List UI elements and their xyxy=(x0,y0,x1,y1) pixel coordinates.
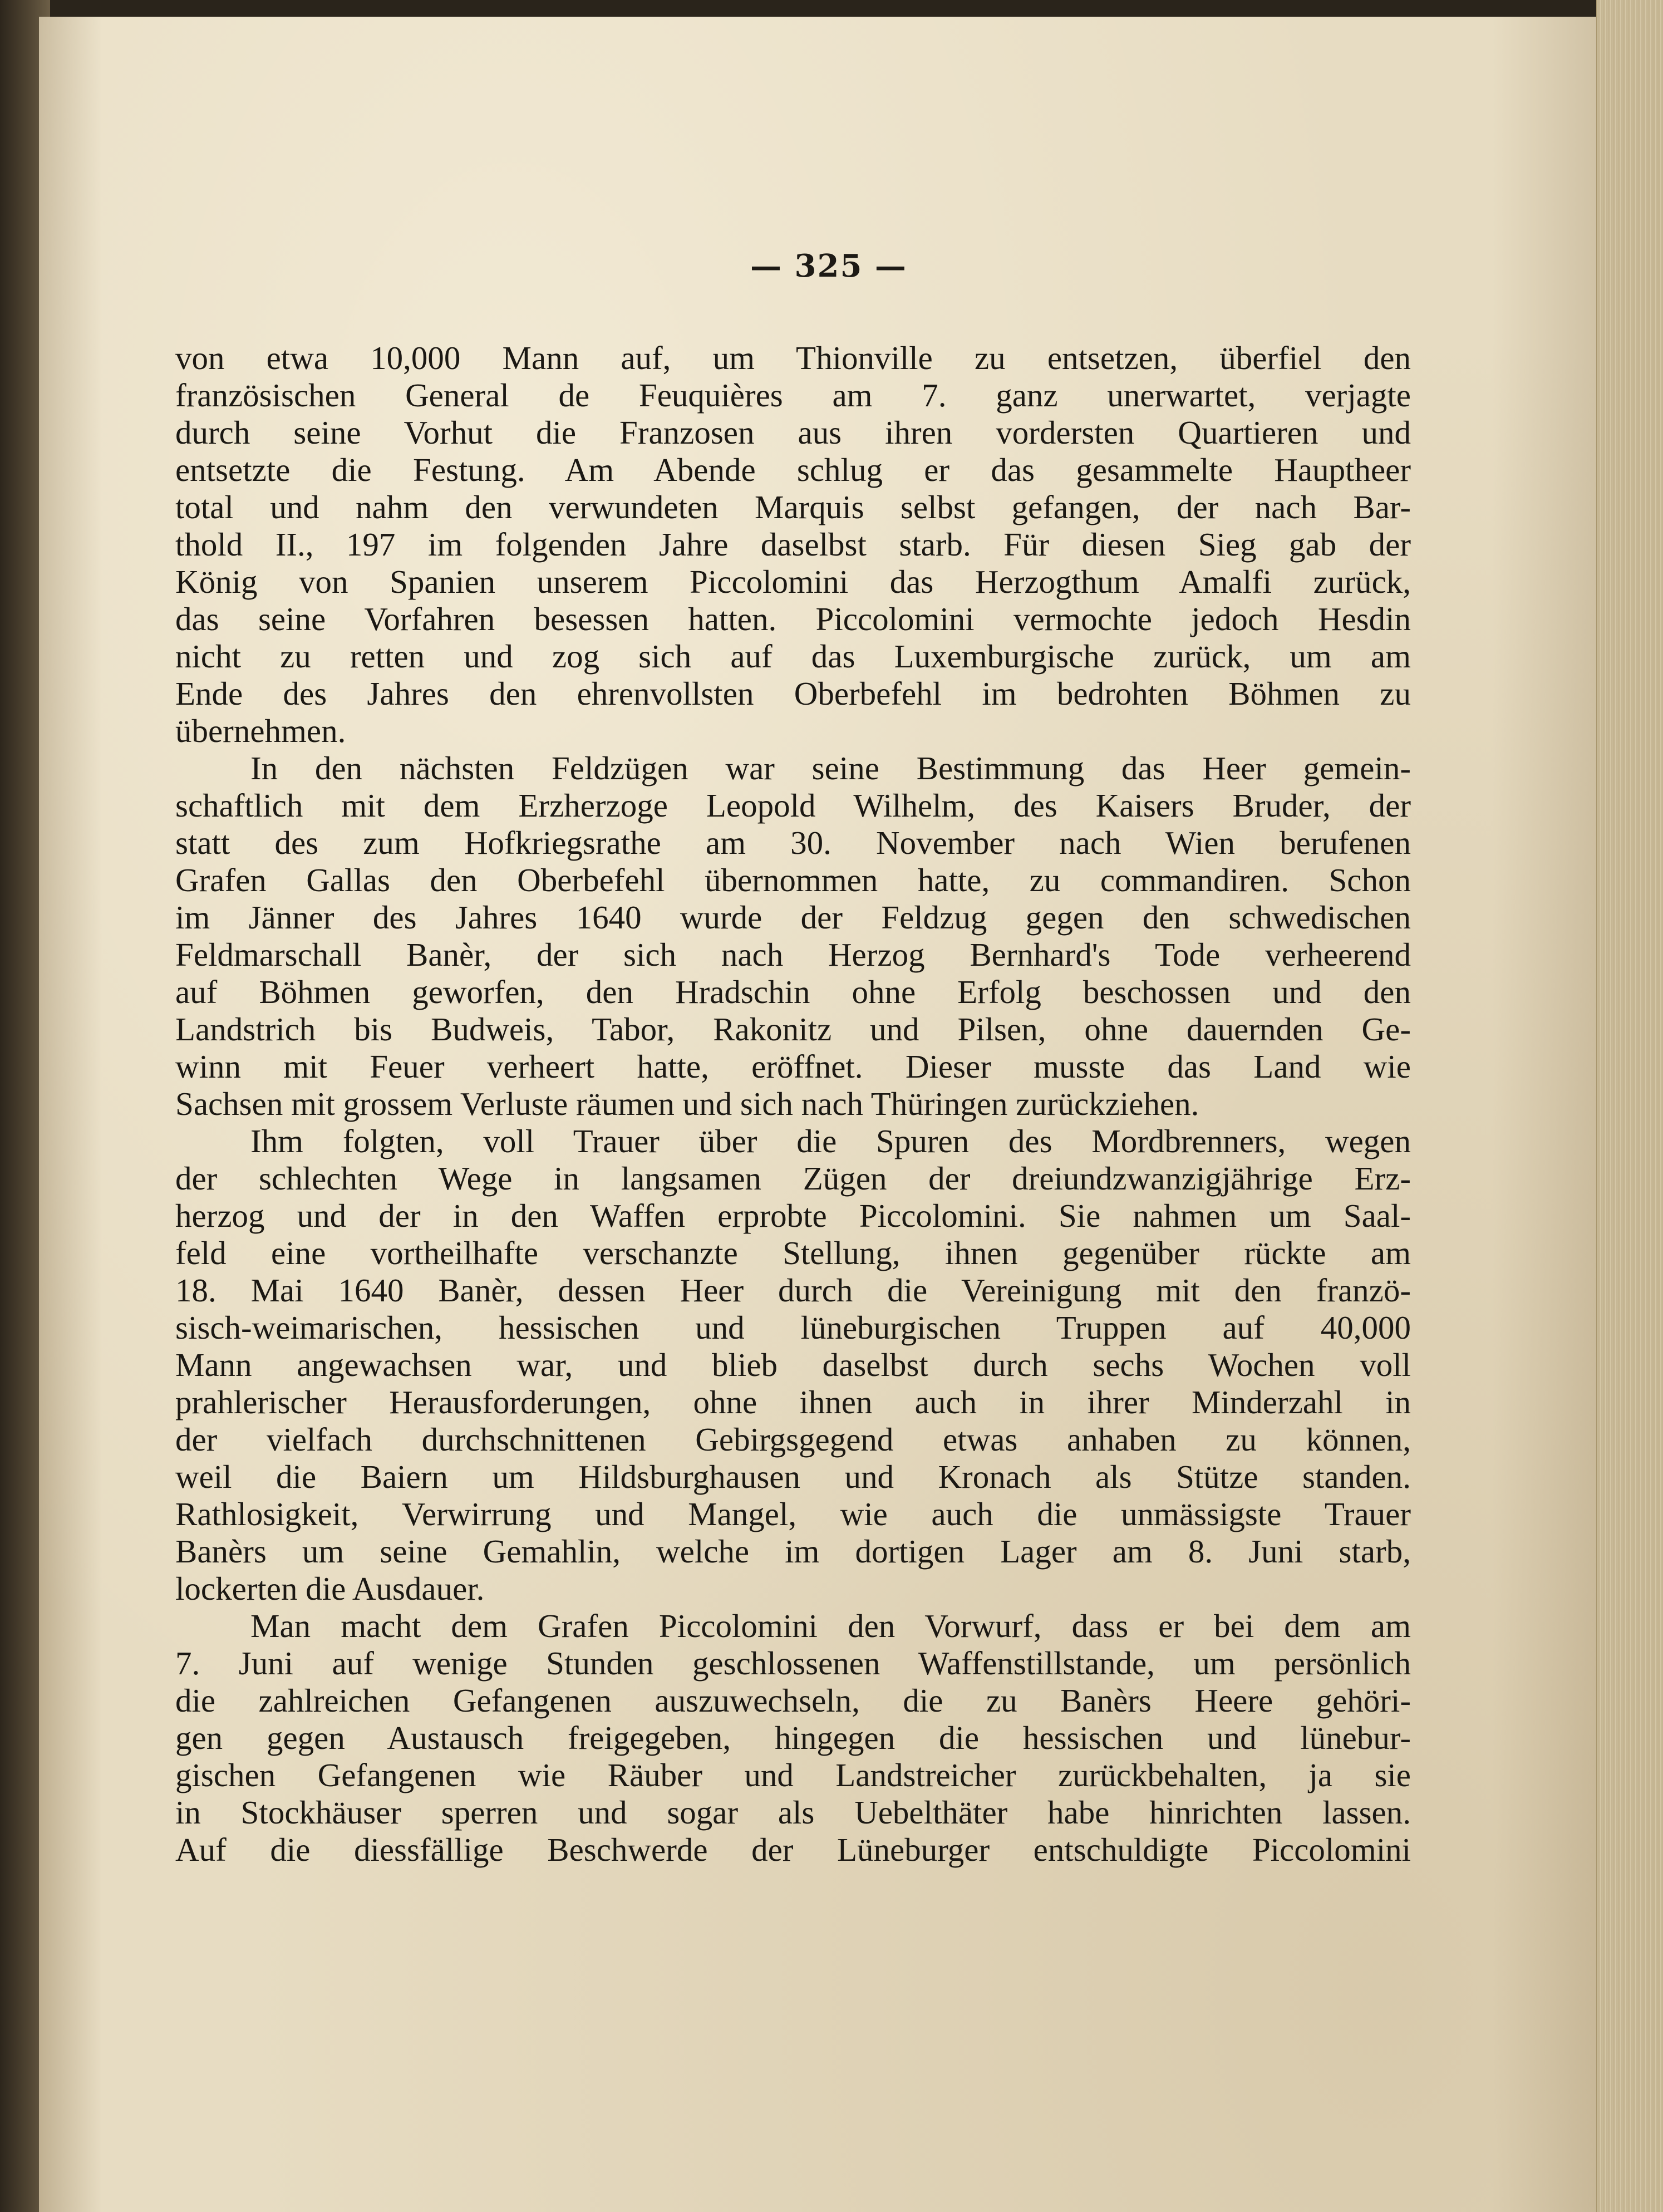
text-line: total und nahm den verwundeten Marquis selbst gefangen, der nach Bar- xyxy=(175,489,1411,525)
text-line: von etwa 10,000 Mann auf, um Thionville zu entsetzen, überfiel den xyxy=(175,340,1411,376)
text-line: der schlechten Wege in langsamen Zügen der dreiundzwanzigjährige Erz- xyxy=(175,1160,1411,1197)
page-stack-edge xyxy=(1596,0,1663,2212)
text-line: gen gegen Austausch freigegeben, hingegen die hessischen und lünebur- xyxy=(175,1719,1411,1756)
text-line: Man macht dem Grafen Piccolomini den Vorwurf, dass er bei dem am xyxy=(250,1608,1411,1644)
text-line: feld eine vortheilhafte verschanzte Stellung, ihnen gegenüber rückte am xyxy=(175,1235,1411,1271)
text-line: entsetzte die Festung. Am Abende schlug er das gesammelte Hauptheer xyxy=(175,451,1411,488)
page-number: — 325 — xyxy=(750,248,907,284)
text-line: weil die Baiern um Hildsburghausen und Kronach als Stütze standen. xyxy=(175,1458,1411,1495)
text-line: prahlerischer Herausforderungen, ohne ihnen auch in ihrer Minderzahl in xyxy=(175,1384,1411,1420)
text-line: durch seine Vorhut die Franzosen aus ihren vordersten Quartieren und xyxy=(175,414,1411,451)
text-line: herzog und der in den Waffen erprobte Piccolomini. Sie nahmen um Saal- xyxy=(175,1197,1411,1234)
text-line: winn mit Feuer verheert hatte, eröffnet. Dieser musste das Land wie xyxy=(175,1048,1411,1085)
text-line: Rathlosigkeit, Verwirrung und Mangel, wie auch die unmässigste Trauer xyxy=(175,1496,1411,1532)
text-line: 7. Juni auf wenige Stunden geschlossenen Waffenstillstande, um persönlich xyxy=(175,1645,1411,1682)
text-line: Ende des Jahres den ehrenvollsten Oberbefehl im bedrohten Böhmen zu xyxy=(175,675,1411,712)
text-line: Banèrs um seine Gemahlin, welche im dortigen Lager am 8. Juni starb, xyxy=(175,1533,1411,1570)
text-line: Landstrich bis Budweis, Tabor, Rakonitz und Pilsen, ohne dauernden Ge- xyxy=(175,1011,1411,1048)
text-line: gischen Gefangenen wie Räuber und Landstreicher zurückbehalten, ja sie xyxy=(175,1757,1411,1793)
text-line: Feldmarschall Banèr, der sich nach Herzog Bernhard's Tode verheerend xyxy=(175,936,1411,973)
text-line: die zahlreichen Gefangenen auszuwechseln, die zu Banèrs Heere gehöri- xyxy=(175,1682,1411,1719)
text-line: auf Böhmen geworfen, den Hradschin ohne Erfolg beschossen und den xyxy=(175,974,1411,1010)
text-line: der vielfach durchschnittenen Gebirgsgegend etwas anhaben zu können, xyxy=(175,1421,1411,1458)
text-line: Auf die diessfällige Beschwerde der Lüneburger entschuldigte Piccolomini xyxy=(175,1831,1411,1868)
body-text xyxy=(175,340,1411,1869)
text-line: König von Spanien unserem Piccolomini das Herzogthum Amalfi zurück, xyxy=(175,563,1411,600)
text-line: übernehmen. xyxy=(175,712,346,749)
text-line: Sachsen mit grossem Verluste räumen und sich nach Thüringen zurückziehen. xyxy=(175,1085,1199,1122)
text-line: schaftlich mit dem Erzherzoge Leopold Wilhelm, des Kaisers Bruder, der xyxy=(175,787,1411,824)
text-line: statt des zum Hofkriegsrathe am 30. November nach Wien berufenen xyxy=(175,824,1411,861)
text-line: im Jänner des Jahres 1640 wurde der Feldzug gegen den schwedischen xyxy=(175,899,1411,936)
text-line: in Stockhäuser sperren und sogar als Uebelthäter habe hinrichten lassen. xyxy=(175,1794,1411,1831)
text-line: thold II., 197 im folgenden Jahre daselbst starb. Für diesen Sieg gab der xyxy=(175,526,1411,563)
text-line: Grafen Gallas den Oberbefehl übernommen hatte, zu commandiren. Schon xyxy=(175,862,1411,898)
text-line: Ihm folgten, voll Trauer über die Spuren des Mordbrenners, wegen xyxy=(250,1123,1411,1159)
paper-page xyxy=(39,17,1618,2212)
text-line: Mann angewachsen war, und blieb daselbst durch sechs Wochen voll xyxy=(175,1346,1411,1383)
text-line: sisch-weimarischen, hessischen und lüneburgischen Truppen auf 40,000 xyxy=(175,1309,1411,1346)
text-line: das seine Vorfahren besessen hatten. Piccolomini vermochte jedoch Hesdin xyxy=(175,601,1411,637)
text-line: In den nächsten Feldzügen war seine Bestimmung das Heer gemein- xyxy=(250,750,1411,787)
text-line: 18. Mai 1640 Banèr, dessen Heer durch die Vereinigung mit den franzö- xyxy=(175,1272,1411,1309)
text-line: nicht zu retten und zog sich auf das Luxemburgische zurück, um am xyxy=(175,638,1411,675)
text-line: französischen General de Feuquières am 7. ganz unerwartet, verjagte xyxy=(175,377,1411,414)
text-line: lockerten die Ausdauer. xyxy=(175,1570,485,1607)
